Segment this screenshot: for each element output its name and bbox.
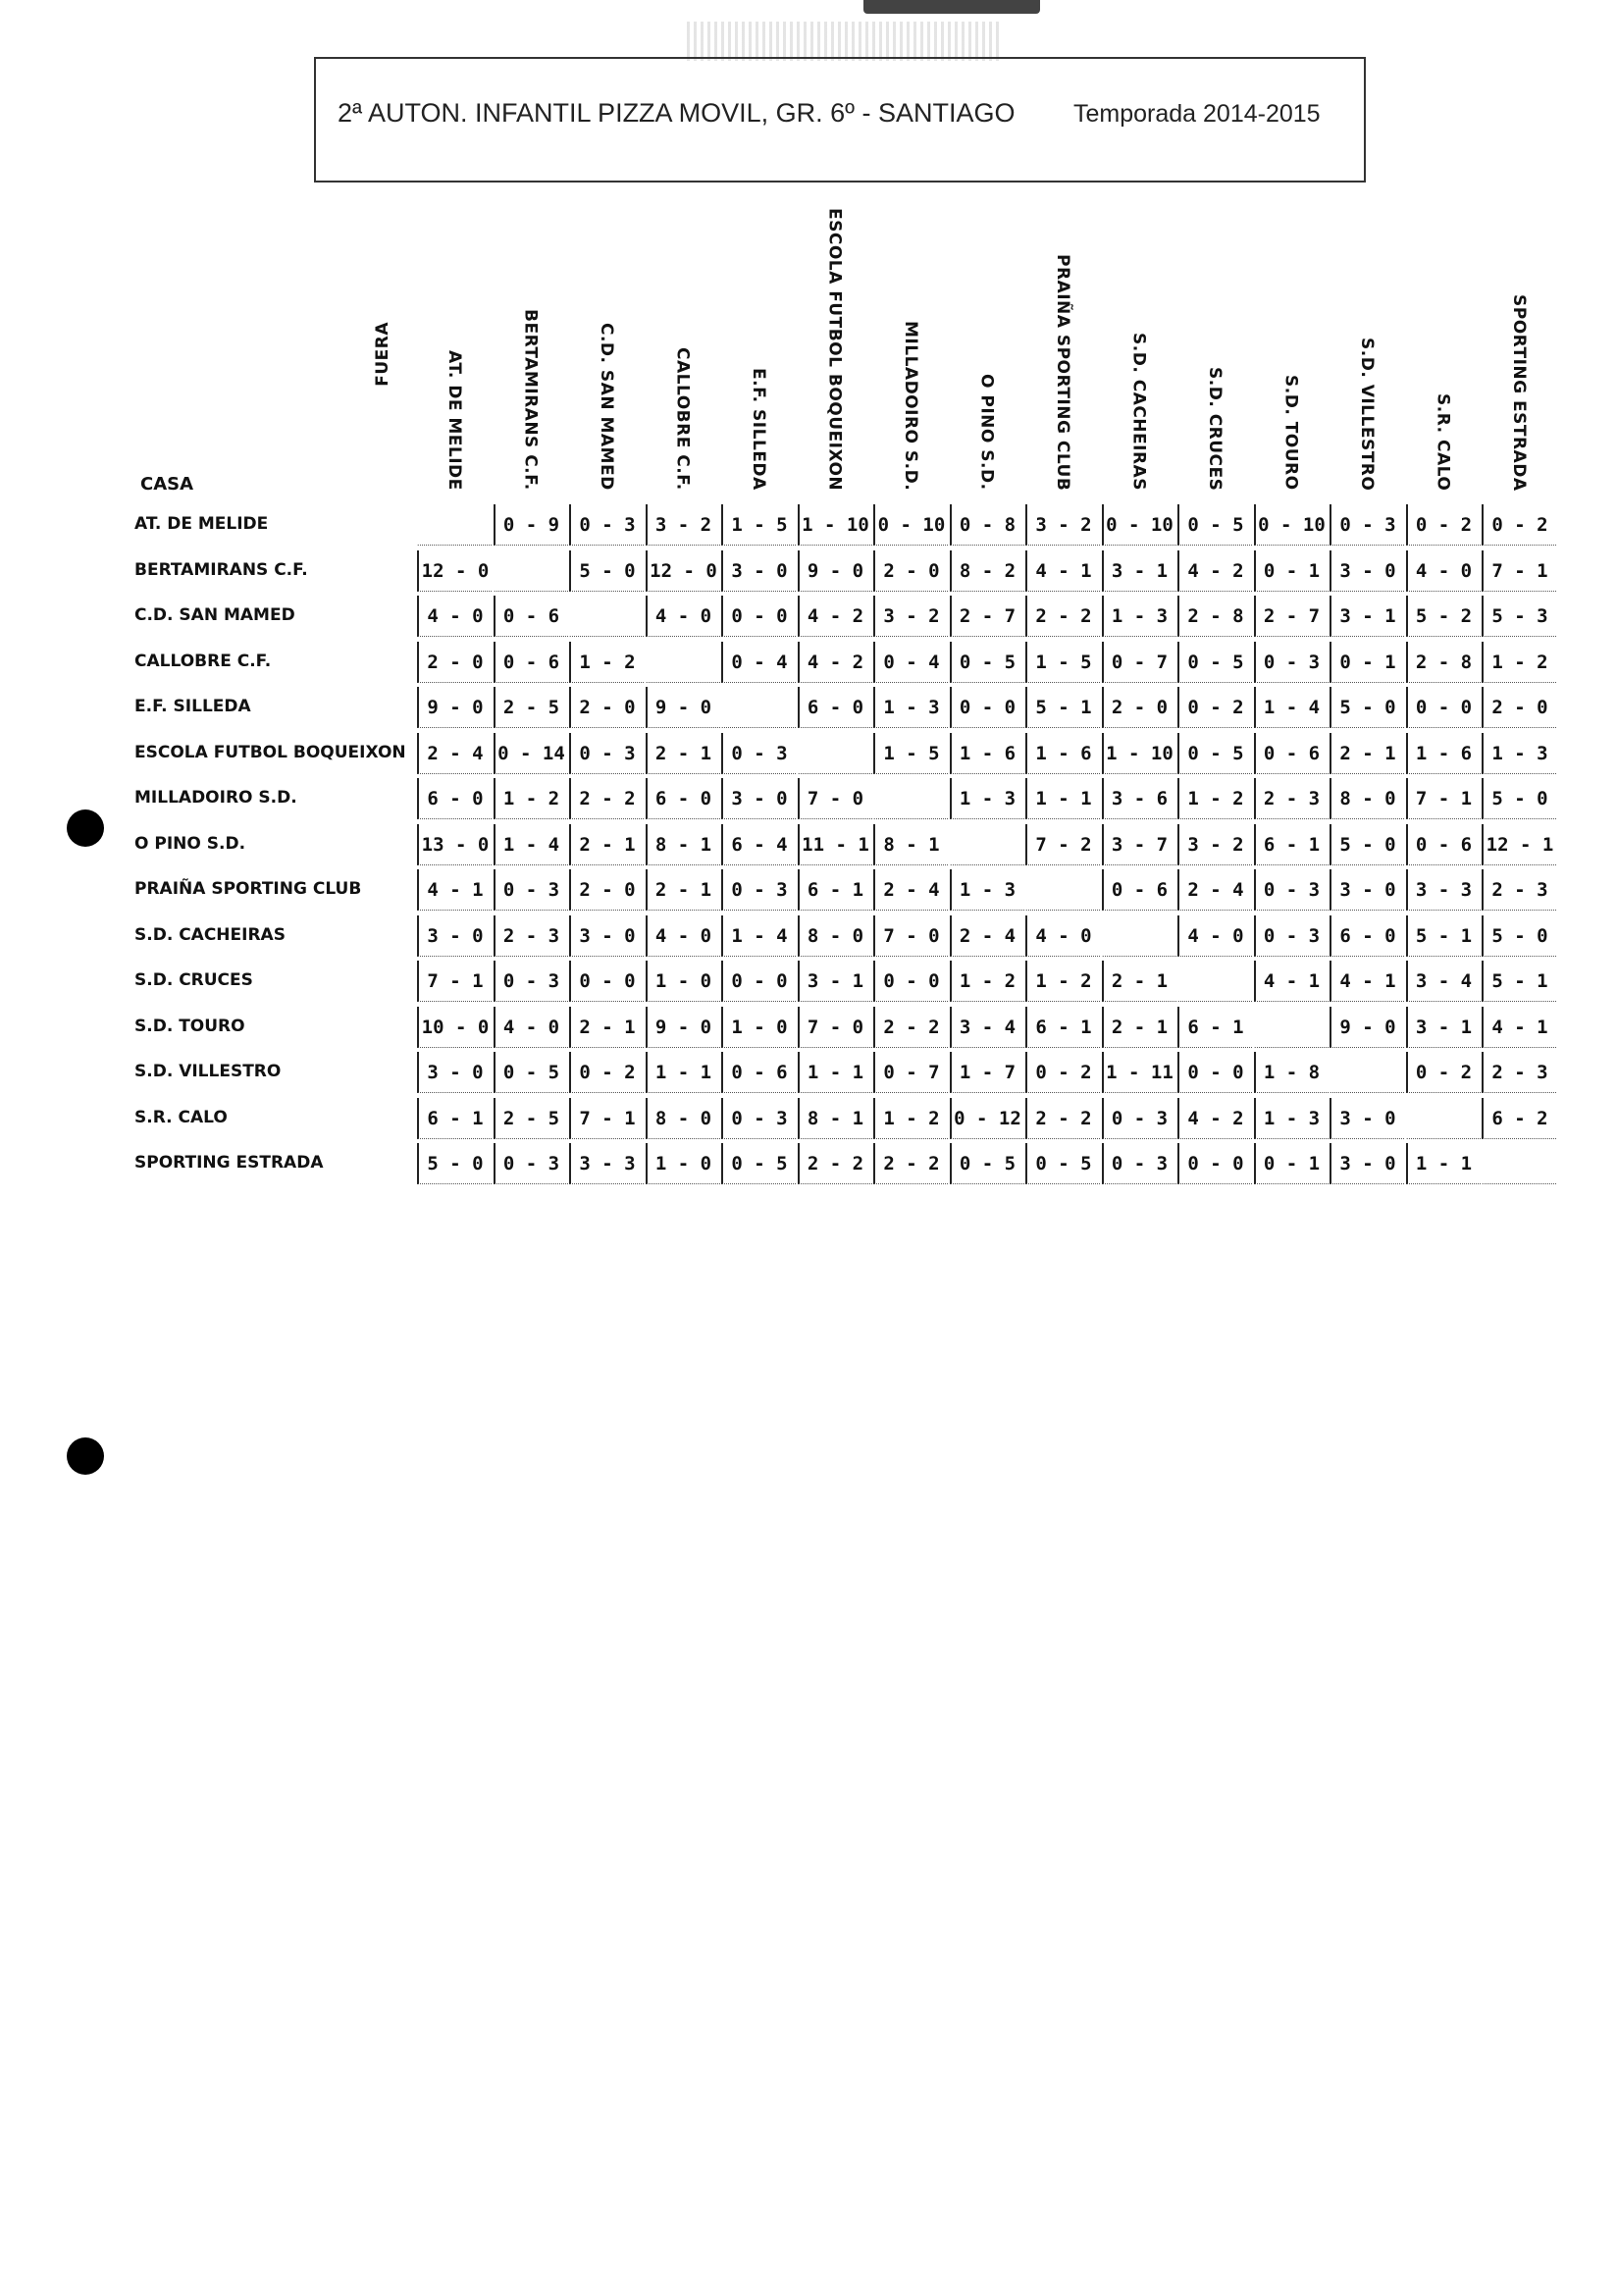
- result-cell: 1 - 6: [1025, 733, 1100, 774]
- result-cell: 1 - 2: [494, 778, 568, 819]
- result-cell-empty: [1102, 915, 1176, 957]
- result-cell: 1 - 4: [494, 824, 568, 865]
- result-cell: 0 - 3: [1254, 915, 1329, 957]
- result-cell: 1 - 6: [1406, 733, 1481, 774]
- result-cell: 2 - 0: [1102, 687, 1176, 728]
- result-cell: 13 - 0: [417, 824, 492, 865]
- result-cell: 8 - 2: [950, 550, 1024, 592]
- result-cell: 5 - 0: [1330, 687, 1404, 728]
- result-cell-empty: [1025, 869, 1100, 911]
- result-cell: 0 - 6: [494, 642, 568, 683]
- result-cell-empty: [721, 687, 796, 728]
- result-cell: 7 - 1: [1406, 778, 1481, 819]
- result-cell: 2 - 8: [1406, 642, 1481, 683]
- result-cell: 6 - 1: [1177, 1007, 1252, 1048]
- column-header: ESCOLA FUTBOL BOQUEIXON: [824, 207, 845, 491]
- result-cell-empty: [1177, 961, 1252, 1002]
- result-cell: 3 - 2: [1025, 504, 1100, 546]
- row-header: PRAIÑA SPORTING CLUB: [134, 879, 362, 899]
- column-header: S.D. VILLESTRO: [1357, 337, 1377, 491]
- result-cell: 3 - 1: [798, 961, 872, 1002]
- result-cell: 0 - 2: [1025, 1052, 1100, 1093]
- result-cell: 0 - 1: [1330, 642, 1404, 683]
- result-cell: 3 - 6: [1102, 778, 1176, 819]
- result-cell: 8 - 1: [873, 824, 948, 865]
- result-cell: 0 - 3: [494, 869, 568, 911]
- column-header: AT. DE MELIDE: [444, 350, 464, 491]
- competition-title: 2ª AUTON. INFANTIL PIZZA MOVIL, GR. 6º - SANTIAGO: [338, 98, 1016, 128]
- result-cell: 4 - 0: [646, 915, 720, 957]
- result-cell: 8 - 0: [798, 915, 872, 957]
- result-cell: 1 - 5: [721, 504, 796, 546]
- result-cell: 6 - 1: [417, 1098, 492, 1139]
- result-cell: 2 - 2: [798, 1143, 872, 1184]
- result-cell: 0 - 5: [950, 642, 1024, 683]
- result-cell-empty: [1254, 1007, 1329, 1048]
- result-cell: 2 - 4: [873, 869, 948, 911]
- result-cell: 2 - 2: [873, 1007, 948, 1048]
- column-header: O PINO S.D.: [976, 374, 997, 491]
- row-header: C.D. SAN MAMED: [134, 605, 295, 625]
- result-cell: 3 - 1: [1406, 1007, 1481, 1048]
- row-header: O PINO S.D.: [134, 833, 246, 854]
- result-cell: 3 - 3: [1406, 869, 1481, 911]
- result-cell: 0 - 5: [950, 1143, 1024, 1184]
- result-cell: 0 - 7: [873, 1052, 948, 1093]
- result-cell: 1 - 6: [950, 733, 1024, 774]
- result-cell: 7 - 0: [798, 1007, 872, 1048]
- row-header: E.F. SILLEDA: [134, 697, 251, 716]
- result-cell: 0 - 0: [1406, 687, 1481, 728]
- result-cell: 1 - 10: [1102, 733, 1176, 774]
- result-cell: 1 - 0: [646, 1143, 720, 1184]
- result-cell-empty: [798, 733, 872, 774]
- result-cell: 0 - 12: [950, 1098, 1024, 1139]
- result-cell: 0 - 3: [721, 869, 796, 911]
- row-header: CALLOBRE C.F.: [134, 651, 272, 671]
- result-cell: 2 - 4: [1177, 869, 1252, 911]
- result-cell: 5 - 3: [1482, 596, 1556, 637]
- result-cell: 0 - 6: [1254, 733, 1329, 774]
- result-cell: 4 - 0: [646, 596, 720, 637]
- scan-artifact-top: [863, 0, 1040, 14]
- result-cell: 9 - 0: [1330, 1007, 1404, 1048]
- result-cell: 0 - 5: [1025, 1143, 1100, 1184]
- result-cell: 1 - 2: [569, 642, 644, 683]
- result-cell: 0 - 3: [1330, 504, 1404, 546]
- result-cell: 4 - 0: [1025, 915, 1100, 957]
- result-cell: 6 - 1: [1254, 824, 1329, 865]
- result-cell: 2 - 3: [494, 915, 568, 957]
- result-cell-empty: [1406, 1098, 1481, 1139]
- row-header: ESCOLA FUTBOL BOQUEIXON: [134, 742, 406, 762]
- result-cell: 0 - 0: [950, 687, 1024, 728]
- result-cell: 7 - 0: [873, 915, 948, 957]
- result-cell: 0 - 6: [1102, 869, 1176, 911]
- result-cell-empty: [873, 778, 948, 819]
- result-cell: 6 - 0: [646, 778, 720, 819]
- result-cell: 0 - 4: [873, 642, 948, 683]
- result-cell: 0 - 6: [721, 1052, 796, 1093]
- away-label: FUERA: [373, 322, 392, 387]
- result-cell: 5 - 1: [1406, 915, 1481, 957]
- result-cell: 3 - 0: [417, 915, 492, 957]
- result-cell: 2 - 5: [494, 1098, 568, 1139]
- result-cell: 5 - 1: [1025, 687, 1100, 728]
- result-cell: 0 - 2: [1482, 504, 1556, 546]
- result-cell: 9 - 0: [417, 687, 492, 728]
- result-cell: 1 - 2: [1177, 778, 1252, 819]
- result-cell: 1 - 5: [873, 733, 948, 774]
- result-cell: 2 - 1: [569, 1007, 644, 1048]
- result-cell: 4 - 1: [1025, 550, 1100, 592]
- result-cell: 1 - 7: [950, 1052, 1024, 1093]
- result-cell: 0 - 0: [1177, 1143, 1252, 1184]
- result-cell: 2 - 2: [873, 1143, 948, 1184]
- result-cell: 0 - 3: [569, 733, 644, 774]
- result-cell: 3 - 3: [569, 1143, 644, 1184]
- result-cell: 3 - 0: [1330, 550, 1404, 592]
- result-cell: 1 - 1: [798, 1052, 872, 1093]
- result-cell: 4 - 2: [798, 596, 872, 637]
- result-cell: 6 - 2: [1482, 1098, 1556, 1139]
- result-cell: 4 - 1: [1254, 961, 1329, 1002]
- punch-hole-top: [67, 809, 104, 847]
- result-cell: 8 - 1: [798, 1098, 872, 1139]
- result-cell: 11 - 1: [798, 824, 872, 865]
- row-header: SPORTING ESTRADA: [134, 1153, 324, 1173]
- row-header: S.D. TOURO: [134, 1016, 245, 1036]
- result-cell: 0 - 5: [1177, 733, 1252, 774]
- result-cell: 0 - 2: [569, 1052, 644, 1093]
- result-cell: 6 - 1: [798, 869, 872, 911]
- result-cell-empty: [417, 504, 492, 546]
- result-cell: 0 - 2: [1177, 687, 1252, 728]
- column-header: PRAIÑA SPORTING CLUB: [1053, 253, 1072, 491]
- result-cell: 3 - 0: [569, 915, 644, 957]
- result-cell: 0 - 10: [1254, 504, 1329, 546]
- result-cell: 0 - 3: [721, 1098, 796, 1139]
- result-cell: 5 - 1: [1482, 961, 1556, 1002]
- result-cell: 2 - 3: [1254, 778, 1329, 819]
- result-cell: 6 - 0: [1330, 915, 1404, 957]
- column-header: E.F. SILLEDA: [749, 368, 768, 491]
- result-cell: 0 - 3: [721, 733, 796, 774]
- result-cell: 0 - 5: [1177, 504, 1252, 546]
- result-cell: 4 - 2: [798, 642, 872, 683]
- result-cell: 3 - 7: [1102, 824, 1176, 865]
- result-cell: 2 - 7: [1254, 596, 1329, 637]
- result-cell: 3 - 0: [1330, 869, 1404, 911]
- row-header: S.R. CALO: [134, 1107, 228, 1127]
- result-cell: 1 - 2: [1025, 961, 1100, 1002]
- result-cell: 4 - 1: [417, 869, 492, 911]
- result-cell: 6 - 0: [798, 687, 872, 728]
- result-cell: 1 - 1: [646, 1052, 720, 1093]
- result-cell: 3 - 0: [417, 1052, 492, 1093]
- result-cell: 1 - 0: [721, 1007, 796, 1048]
- result-cell-empty: [494, 550, 568, 592]
- result-cell: 0 - 5: [721, 1143, 796, 1184]
- result-cell: 1 - 3: [950, 778, 1024, 819]
- result-cell: 1 - 8: [1254, 1052, 1329, 1093]
- result-cell: 2 - 4: [417, 733, 492, 774]
- result-cell: 5 - 0: [417, 1143, 492, 1184]
- result-cell: 7 - 1: [569, 1098, 644, 1139]
- result-cell: 0 - 10: [1102, 504, 1176, 546]
- result-cell: 0 - 6: [1406, 824, 1481, 865]
- result-cell: 0 - 1: [1254, 550, 1329, 592]
- result-cell: 3 - 1: [1102, 550, 1176, 592]
- column-header: CALLOBRE C.F.: [672, 347, 693, 491]
- column-header: S.D. CRUCES: [1205, 366, 1225, 491]
- result-cell: 2 - 0: [873, 550, 948, 592]
- result-cell: 1 - 3: [1102, 596, 1176, 637]
- result-cell: 2 - 0: [569, 687, 644, 728]
- result-cell: 1 - 3: [950, 869, 1024, 911]
- result-cell: 2 - 1: [1102, 961, 1176, 1002]
- result-cell: 1 - 5: [1025, 642, 1100, 683]
- result-cell: 7 - 1: [1482, 550, 1556, 592]
- result-cell: 2 - 7: [950, 596, 1024, 637]
- title-box: [314, 57, 1366, 183]
- result-cell: 0 - 3: [494, 961, 568, 1002]
- result-cell-empty: [1330, 1052, 1404, 1093]
- result-cell: 0 - 0: [721, 961, 796, 1002]
- result-cell: 2 - 8: [1177, 596, 1252, 637]
- result-cell-empty: [1482, 1143, 1556, 1184]
- result-cell: 6 - 0: [417, 778, 492, 819]
- result-cell: 4 - 0: [494, 1007, 568, 1048]
- result-cell: 3 - 0: [721, 778, 796, 819]
- row-header: MILLADOIRO S.D.: [134, 788, 297, 808]
- result-cell: 0 - 2: [1406, 1052, 1481, 1093]
- result-cell: 0 - 0: [721, 596, 796, 637]
- column-header: S.D. TOURO: [1280, 375, 1301, 491]
- result-cell: 4 - 1: [1482, 1007, 1556, 1048]
- result-cell: 2 - 3: [1482, 1052, 1556, 1093]
- result-cell: 0 - 5: [494, 1052, 568, 1093]
- result-cell: 2 - 2: [1025, 596, 1100, 637]
- result-cell: 1 - 2: [1482, 642, 1556, 683]
- result-cell: 2 - 1: [1102, 1007, 1176, 1048]
- result-cell-empty: [950, 824, 1024, 865]
- result-cell: 2 - 1: [646, 869, 720, 911]
- result-cell: 0 - 3: [1102, 1143, 1176, 1184]
- result-cell: 5 - 0: [569, 550, 644, 592]
- result-cell: 4 - 0: [1406, 550, 1481, 592]
- column-header: SPORTING ESTRADA: [1509, 293, 1529, 491]
- result-cell: 12 - 0: [417, 550, 492, 592]
- result-cell: 0 - 8: [950, 504, 1024, 546]
- row-header: S.D. VILLESTRO: [134, 1062, 282, 1081]
- row-header: AT. DE MELIDE: [134, 514, 269, 534]
- result-cell: 2 - 1: [1330, 733, 1404, 774]
- scan-artifact-smudge: [687, 22, 1001, 61]
- home-label: CASA: [140, 474, 194, 495]
- result-cell: 4 - 1: [1330, 961, 1404, 1002]
- result-cell: 2 - 2: [1025, 1098, 1100, 1139]
- result-cell: 0 - 0: [1177, 1052, 1252, 1093]
- result-cell: 8 - 0: [646, 1098, 720, 1139]
- result-cell: 12 - 1: [1482, 824, 1556, 865]
- result-cell: 1 - 10: [798, 504, 872, 546]
- result-cell: 2 - 3: [1482, 869, 1556, 911]
- result-cell: 0 - 1: [1254, 1143, 1329, 1184]
- result-cell: 0 - 0: [873, 961, 948, 1002]
- result-cell: 8 - 1: [646, 824, 720, 865]
- result-cell: 1 - 2: [873, 1098, 948, 1139]
- result-cell: 0 - 3: [569, 504, 644, 546]
- column-header: S.R. CALO: [1433, 392, 1453, 491]
- result-cell: 0 - 3: [494, 1143, 568, 1184]
- result-cell: 0 - 7: [1102, 642, 1176, 683]
- result-cell: 9 - 0: [646, 687, 720, 728]
- result-cell: 0 - 3: [1254, 869, 1329, 911]
- result-cell: 0 - 0: [569, 961, 644, 1002]
- result-cell: 2 - 2: [569, 778, 644, 819]
- result-cell: 1 - 3: [873, 687, 948, 728]
- result-cell: 5 - 0: [1482, 915, 1556, 957]
- result-cell: 3 - 0: [1330, 1098, 1404, 1139]
- column-header: MILLADOIRO S.D.: [901, 320, 920, 491]
- season-label: Temporada 2014-2015: [1073, 100, 1321, 128]
- result-cell: 5 - 0: [1482, 778, 1556, 819]
- result-cell: 0 - 14: [494, 733, 568, 774]
- result-cell: 2 - 1: [569, 824, 644, 865]
- row-header: S.D. CRUCES: [134, 970, 253, 990]
- result-cell: 0 - 2: [1406, 504, 1481, 546]
- column-header: BERTAMIRANS C.F.: [520, 309, 541, 491]
- result-cell: 1 - 4: [721, 915, 796, 957]
- result-cell: 0 - 6: [494, 596, 568, 637]
- result-cell: 1 - 2: [950, 961, 1024, 1002]
- result-cell: 1 - 11: [1102, 1052, 1176, 1093]
- result-cell: 3 - 1: [1330, 596, 1404, 637]
- result-cell: 4 - 2: [1177, 1098, 1252, 1139]
- result-cell: 3 - 4: [950, 1007, 1024, 1048]
- result-cell: 2 - 0: [569, 869, 644, 911]
- result-cell-empty: [646, 642, 720, 683]
- result-cell: 9 - 0: [798, 550, 872, 592]
- punch-hole-bottom: [67, 1437, 104, 1475]
- result-cell: 0 - 3: [1102, 1098, 1176, 1139]
- result-cell: 3 - 2: [873, 596, 948, 637]
- result-cell: 4 - 2: [1177, 550, 1252, 592]
- result-cell: 4 - 0: [1177, 915, 1252, 957]
- result-cell: 3 - 0: [1330, 1143, 1404, 1184]
- result-cell: 1 - 3: [1482, 733, 1556, 774]
- result-cell: 1 - 1: [1025, 778, 1100, 819]
- result-cell: 5 - 0: [1330, 824, 1404, 865]
- result-cell: 6 - 4: [721, 824, 796, 865]
- column-header: C.D. SAN MAMED: [597, 323, 616, 491]
- result-cell: 7 - 1: [417, 961, 492, 1002]
- row-header: S.D. CACHEIRAS: [134, 924, 286, 945]
- result-cell: 5 - 2: [1406, 596, 1481, 637]
- result-cell: 2 - 4: [950, 915, 1024, 957]
- result-cell: 7 - 0: [798, 778, 872, 819]
- result-cell: 1 - 4: [1254, 687, 1329, 728]
- result-cell: 3 - 2: [1177, 824, 1252, 865]
- result-cell: 0 - 5: [1177, 642, 1252, 683]
- result-cell: 2 - 0: [1482, 687, 1556, 728]
- result-cell: 7 - 2: [1025, 824, 1100, 865]
- result-cell: 0 - 4: [721, 642, 796, 683]
- row-header: BERTAMIRANS C.F.: [134, 559, 308, 580]
- result-cell: 2 - 5: [494, 687, 568, 728]
- result-cell: 3 - 2: [646, 504, 720, 546]
- result-cell: 3 - 0: [721, 550, 796, 592]
- result-cell: 0 - 3: [1254, 642, 1329, 683]
- result-cell: 2 - 0: [417, 642, 492, 683]
- result-cell: 1 - 1: [1406, 1143, 1481, 1184]
- result-cell: 2 - 1: [646, 733, 720, 774]
- result-cell: 8 - 0: [1330, 778, 1404, 819]
- result-cell: 6 - 1: [1025, 1007, 1100, 1048]
- result-cell: 12 - 0: [646, 550, 720, 592]
- result-cell: 0 - 10: [873, 504, 948, 546]
- column-header: S.D. CACHEIRAS: [1128, 333, 1149, 491]
- result-cell: 3 - 4: [1406, 961, 1481, 1002]
- result-cell: 10 - 0: [417, 1007, 492, 1048]
- result-cell: 9 - 0: [646, 1007, 720, 1048]
- result-cell: 1 - 0: [646, 961, 720, 1002]
- result-cell-empty: [569, 596, 644, 637]
- result-cell: 0 - 9: [494, 504, 568, 546]
- result-cell: 4 - 0: [417, 596, 492, 637]
- result-cell: 1 - 3: [1254, 1098, 1329, 1139]
